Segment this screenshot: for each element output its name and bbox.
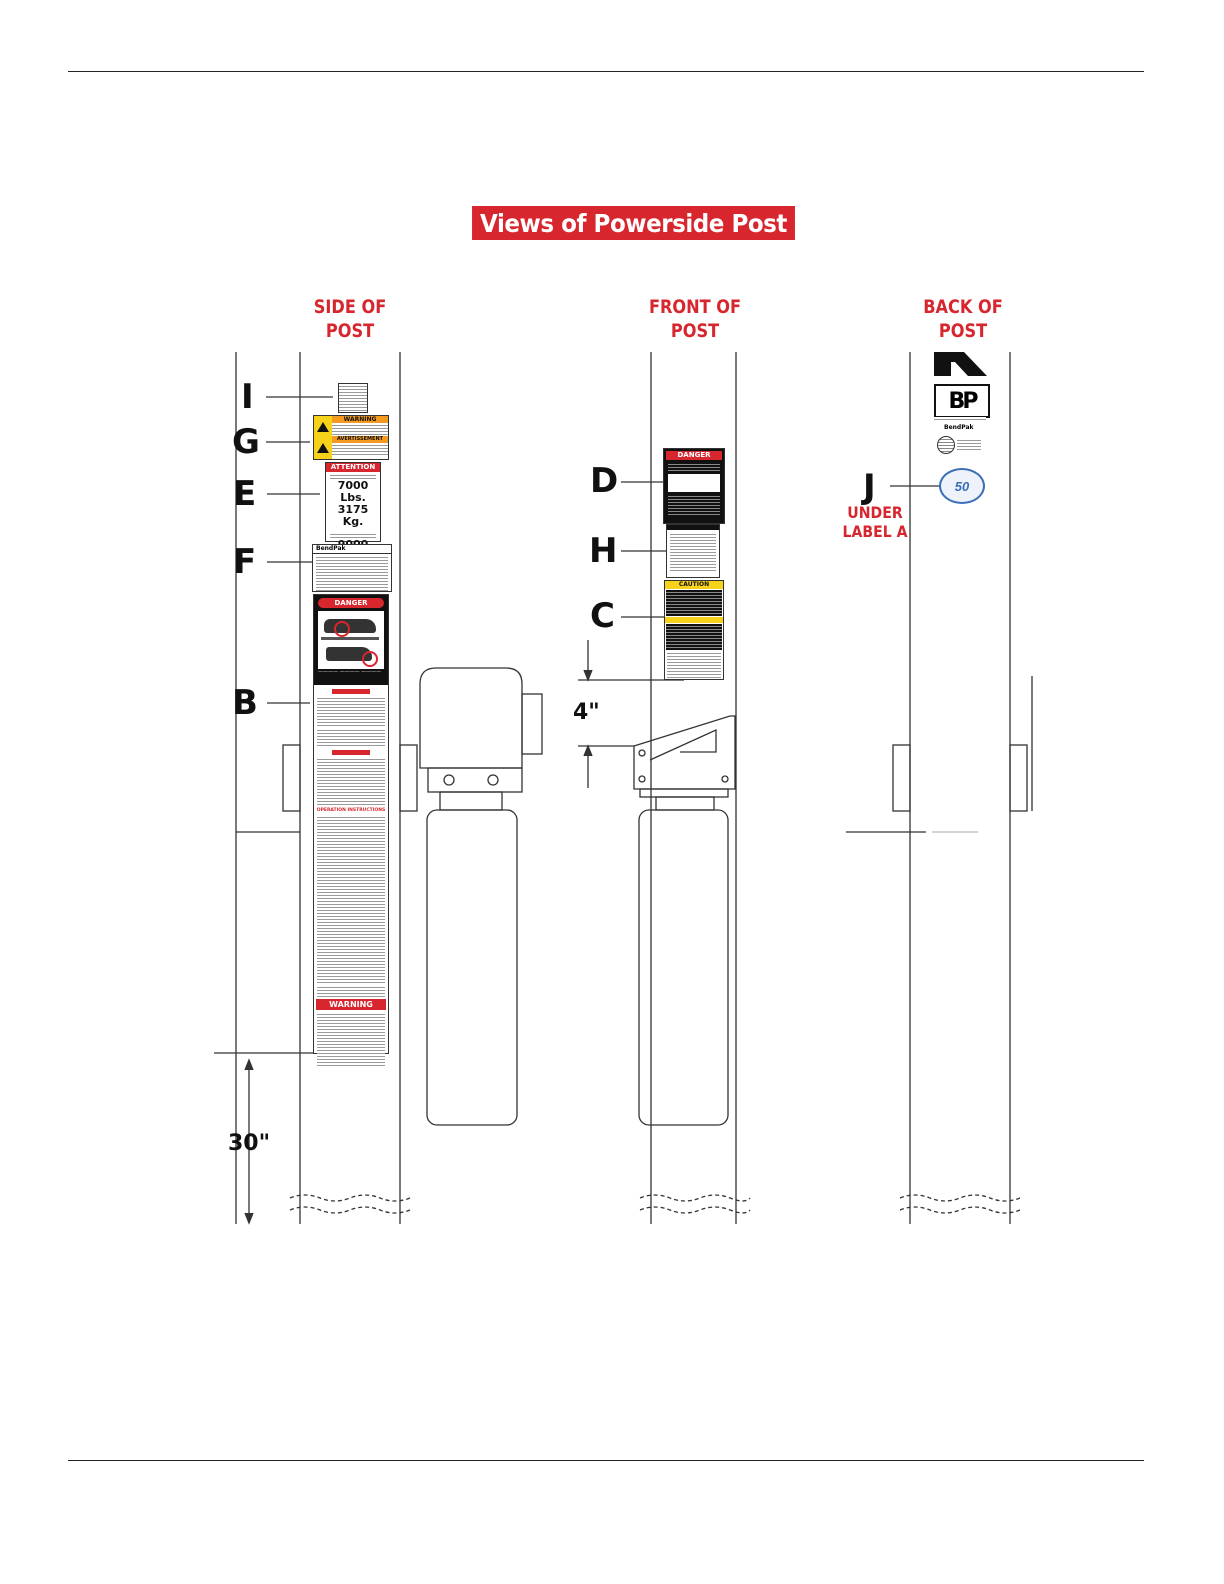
lift-logo-shape: [934, 352, 987, 376]
decal-back-seal-text: [957, 438, 981, 452]
decal-g-avertissement-header: AVERTISSEMENT: [332, 436, 388, 443]
hazard-icon: [317, 443, 329, 453]
decal-h-serial-plate: [666, 524, 720, 578]
decal-c-caution: [664, 580, 724, 680]
decal-e-capacity: ATTENTION 7000 Lbs. 3175 Kg.: [325, 462, 381, 542]
callout-letter-h: H: [589, 531, 618, 571]
decal-f-bendpak: [312, 544, 392, 592]
side-of-post-label: SIDE OF POST: [313, 296, 387, 342]
decal-j-anniversary-seal: 50: [939, 468, 985, 504]
decal-b-danger-header: DANGER: [318, 598, 384, 608]
decal-g-warning: [313, 415, 389, 460]
callout-letter-j: J: [863, 467, 876, 507]
under-label-a-note: UNDER LABEL A: [842, 503, 908, 541]
callout-letter-d: D: [590, 461, 619, 501]
decal-bp-logo: BP: [934, 384, 990, 418]
callout-letter-g: G: [232, 422, 260, 462]
decal-d-danger-header: DANGER: [666, 451, 722, 460]
decal-b-operation: DANGER ———— ———— ———— OPERATION INSTRUCTIONS WARNING: [313, 594, 389, 1054]
dimension-30-inch: 30": [228, 1131, 271, 1156]
decal-g-warning-header: WARNING: [332, 416, 388, 423]
decal-back-caption: [934, 417, 986, 422]
decal-e-attention-header: ATTENTION: [326, 463, 380, 472]
decal-back-bendpak: BendPak: [944, 424, 974, 431]
decal-b-warning-header: WARNING: [316, 999, 386, 1010]
callout-letter-f: F: [233, 542, 257, 582]
decal-i: [338, 383, 368, 413]
decal-c-caution-header: CAUTION: [665, 581, 723, 589]
callout-letter-c: C: [590, 596, 615, 636]
decal-b-operation-header: OPERATION INSTRUCTIONS: [316, 808, 386, 813]
hazard-icon: [317, 422, 329, 432]
decal-f-header: BendPak: [313, 545, 391, 554]
decal-back-alI-seal: [937, 436, 955, 454]
callout-letter-e: E: [233, 474, 257, 514]
decal-d-danger: [663, 448, 725, 524]
dimension-4-inch: 4": [573, 700, 600, 725]
back-of-post-label: BACK OF POST: [923, 296, 1003, 342]
car-lift-pictogram: [318, 611, 384, 669]
callout-letter-b: B: [232, 683, 258, 723]
front-of-post-label: FRONT OF POST: [648, 296, 742, 342]
page-title: Views of Powerside Post: [472, 206, 795, 240]
callout-letter-i: I: [241, 377, 254, 417]
